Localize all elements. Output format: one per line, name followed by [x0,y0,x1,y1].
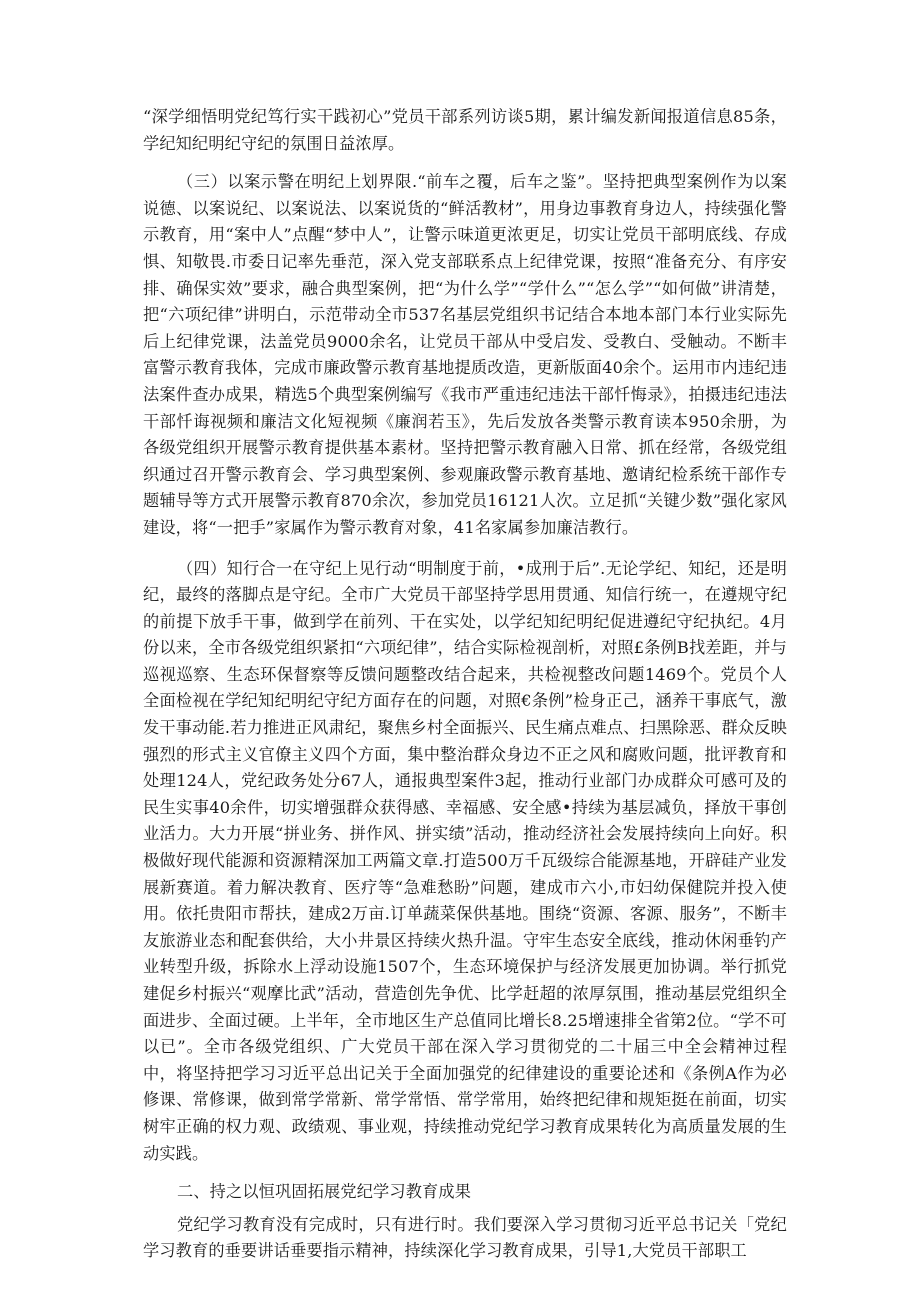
document-page [143,104,787,1265]
paragraph-section-four: （四）知行合一在守纪上见行动“明制度于前，•成刑于后”.无论学纪、知纪，还是明纪，最终的落脚点是守纪。全市广大党员干部坚持学思用贯通、知信行统一，在遵规守纪的前提下放手干事，做到学在前列、干在实处，以学纪知纪明纪促进遵纪守纪执纪。4月份以来，全市各级党组织紧扣“六项纪律”，结合实际检视剖析，对照£条例B找差距，并与巡视巡察、生态环保督察等反馈问题整改结合起来，共检视整改问题1469个。党员个人全面检视在学纪知纪明纪守纪方面存在的问题，对照€条例”检身正己，涵养干事底气，激发干事动能.若力推进正风肃纪，聚焦乡村全面振兴、民生痛点难点、扫黑除恶、群众反映强烈的形式主义官僚主义四个方面，集中整治群众身边不正之风和腐败问题，批评教育和处理124人，党纪政务处分67人，通报典型案件3起，推动行业部门办成群众可感可及的民生实事40余件，切实增强群众获得感、幸福感、安全感•持续为基层减负，择放干事创业活力。大力开展“拼业务、拼作风、拼实绩”活动，推动经济社会发展持续向上向好。积极做好现代能源和资源精深加工两篇文章.打造500万千瓦级综合能源基地，开辟硅产业发展新赛道。着力解决教育、医疗等“急难愁盼”问题，建成市六小,市妇幼保健院并投入使用。依托贵阳市帮扶，建成2万亩.订单蔬菜保供基地。围绕“资源、客源、服务”，不断丰友旅游业态和配套供给，大小井景区持续火热升温。守牢生态安全底线，推动休闲垂钓产业转型升级，拆除水上浮动设施1507个，生态环境保护与经济发展更加协调。举行抓党建促乡村振兴“观摩比武”活动，营造创先争优、比学赶超的浓厚氛围，推动基层党组织全面进步、全面过硬。上半年，全市地区生产总值同比增长8.25增速排全省第2位。“学不可以已”。全市各级党组织、广大党员干部在深入学习贯彻党的二十届三中全会精神过程中，将坚持把学习习近平总出记关于全面加强党的纪律建设的重要论述和《条例A作为必修课、常修课，做到常学常新、常学常悟、常学常用，始终把纪律和规矩挺在前面，切实树牢正确的权力观、政绩观、事业观，持续推动党纪学习教育成果转化为高质量发展的生动实践。 [143,558,787,1163]
paragraph-section-three: （三）以案示警在明纪上划界限.“前车之覆，后车之鉴”。坚持把典型案例作为以案说德、以案说纪、以案说法、以案说货的“鲜活教材”，用身边事教育身边人，持续强化警示教育，用“案中人”点醒“梦中人”，让警示味道更浓更足，切实让党员干部明底线、存成惧、知敬畏.市委日记率先垂范，深入党支部联系点上纪律党课，按照“准备充分、有序安排、确保实效”要求，融合典型案例，把“为什么学”“学什么”“怎么学”“如何做”讲清楚，把“六项纪律”讲明白，示范带动全市537名基层党组织书记结合本地本部门本行业实际先后上纪律党课，法盖党员9000余名，让党员干部从中受启发、受教白、受触动。不断丰富警示教育我体，完成市廉政警示教育基地提质改造，更新版面40余个。运用市内违纪违法案件查办成果，精选5个典型案例编写《我市严重违纪违法干部忏悔录》，拍摄违纪违法干部忏诲视频和廉洁文化短视频《廉润若玉》，先后发放各类警示教育读本950余册，为各级党组织开展警示教育提供基本素材。坚持把警示教育融入日常、抓在经常，各级党组织通过召开警示教育会、学习典型案例、参观廉政警示教育基地、邀请纪检系统干部作专题辅导等方式开展警示教育870余次，参加党员16121人次。立足抓“关键少数”强化家风建设，将“一把手”家属作为警示教育对象，41名家属参加廉洁教行。 [143,172,787,537]
section-heading-two: 二、持之以恒巩固拓展党纪学习教育成果 [177,1182,472,1202]
paragraph-section-two-intro: 党纪学习教育没有完成时，只有进行时。我们要深入学习贯彻习近平总书记关「党纪学习教育的垂要讲话垂要指示精神，持续深化学习教育成果，引导1,大党员干部职工 [143,1214,787,1261]
paragraph-continuation: “深学细悟明党纪笃行实干践初心”党员干部系列访谈5期，累计编发新闻报道信息85条，学纪知纪明纪守纪的氛围日益浓厚。 [143,107,787,153]
